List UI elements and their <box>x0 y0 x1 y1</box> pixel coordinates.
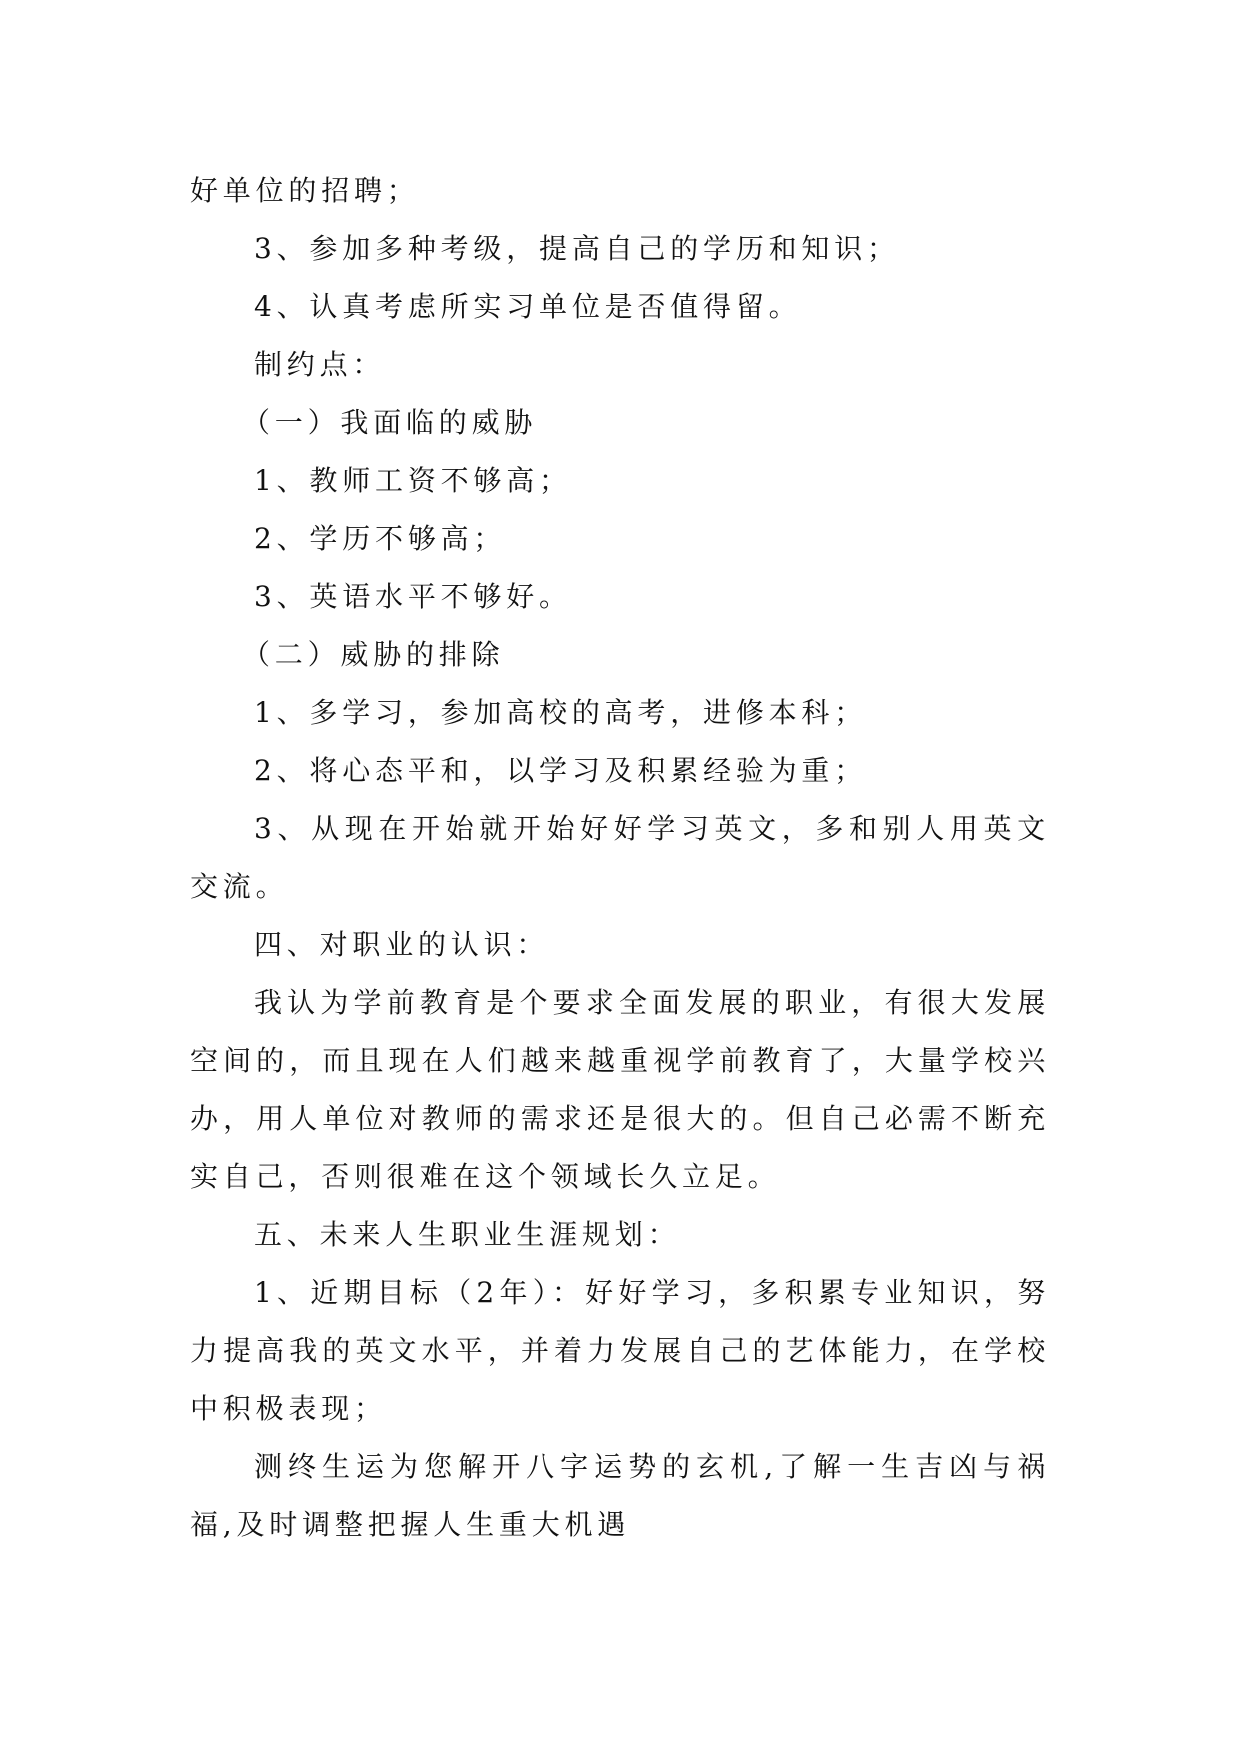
document-body <box>190 162 1050 1554</box>
subsection-heading-threats: （一）我面临的威胁 <box>242 406 538 439</box>
plan-item-1: 1、近期目标（2年）：好好学习，多积累专业知识，努力提高我的英文水平，并着力发展自己的艺体能力，在学校中积极表现； <box>190 1276 1050 1425</box>
threat-item-1: 1、教师工资不够高； <box>254 464 572 497</box>
closing-paragraph: 测终生运为您解开八字运势的玄机,了解一生吉凶与祸福,及时调整把握人生重大机遇 <box>190 1450 1050 1541</box>
section-heading-career-plan: 五、未来人生职业生涯规划： <box>254 1218 681 1251</box>
threat-item-3: 3、英语水平不够好。 <box>254 580 572 613</box>
subsection-heading-threat-removal: （二）威胁的排除 <box>242 638 505 671</box>
threat-item-2: 2、学历不够高； <box>254 522 507 555</box>
removal-item-3: 3、从现在开始就开始好好学习英文，多和别人用英文交流。 <box>190 812 1050 903</box>
section-heading-career-understanding: 四、对职业的认识： <box>254 928 550 961</box>
list-item-3: 3、参加多种考级，提高自己的学历和知识； <box>254 232 900 265</box>
removal-item-1: 1、多学习，参加高校的高考，进修本科； <box>254 696 868 729</box>
career-understanding-paragraph: 我认为学前教育是个要求全面发展的职业，有很大发展空间的，而且现在人们越来越重视学前教育了，大量学校兴办，用人单位对教师的需求还是很大的。但自己必需不断充实自己，否则很难在这个领域长久立足。 <box>190 986 1050 1193</box>
section-heading-constraints: 制约点： <box>254 348 386 381</box>
paragraph-continued: 好单位的招聘； <box>190 174 420 207</box>
removal-item-2: 2、将心态平和，以学习及积累经验为重； <box>254 754 868 787</box>
list-item-4: 4、认真考虑所实习单位是否值得留。 <box>254 290 802 323</box>
